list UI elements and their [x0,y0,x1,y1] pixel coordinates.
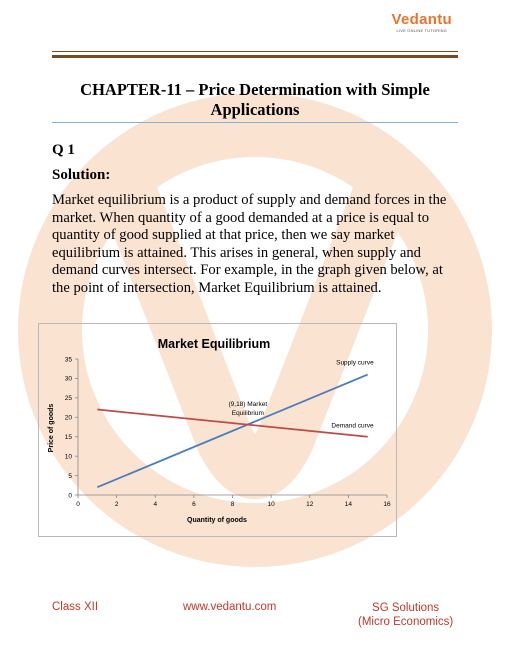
title-underline [52,122,458,123]
y-tick-label: 15 [64,434,72,442]
chart-title: Market Equilibrium [157,337,271,351]
x-tick-label: 4 [153,501,158,508]
y-tick-label: 20 [64,414,72,422]
footer-series-line2: (Micro Economics) [358,616,454,628]
vedantu-logo [392,12,452,33]
footer-class: Class XII [52,601,99,613]
solution-paragraph: Market equilibrium is a product of supply and demand forces in the market. When quantity of a good demanded at a price is equal to quantity of good supplied at that price, then we say market equilibrium is attained. This arises in general, when supply and demand curves intersect. For example, in the graph given below, at the point of intersection, Market Equilibrium is attained. [52,192,447,296]
supply-curve-label: Supply curve [336,359,374,367]
x-tick-label: 12 [306,501,314,508]
footer-series [358,601,453,629]
market-equilibrium-chart [38,323,397,537]
y-tick-label: 35 [64,356,72,364]
x-tick-label: 2 [114,501,119,508]
chapter-title: CHAPTER-11 – Price Determination with Simple Applications [80,80,430,119]
y-tick-label: 5 [68,472,72,480]
x-tick-label: 14 [344,501,352,508]
header-rule-thick [52,55,458,58]
y-axis-label: Price of goods [48,403,55,453]
x-tick-label: 16 [383,501,391,508]
x-tick-label: 8 [230,501,235,508]
footer-website-link[interactable]: www.vedantu.com [183,601,277,613]
x-tick-label: 0 [76,501,80,508]
y-tick-label: 30 [64,375,72,383]
footer-series-line1: SG Solutions [372,602,440,614]
question-label: Q 1 [52,142,75,158]
equilibrium-annotation-line1: (9,18) Market [228,401,268,409]
y-tick-label: 0 [68,492,72,500]
chart-svg [39,324,396,536]
y-tick-label: 10 [64,453,72,461]
logo-text: Vedantu [391,11,452,28]
header-rule-thin [52,51,458,52]
solution-label: Solution: [52,167,111,183]
logo-tagline: LIVE ONLINE TUTORING [396,28,448,33]
x-axis-label: Quantity of goods [187,517,247,524]
y-tick-label: 25 [64,395,72,403]
demand-curve-label: Demand curve [331,422,374,430]
equilibrium-annotation-line2: Equilibrium [231,410,264,418]
x-tick-label: 6 [192,501,196,508]
x-tick-label: 10 [267,501,275,508]
supply-curve-line [97,375,367,488]
